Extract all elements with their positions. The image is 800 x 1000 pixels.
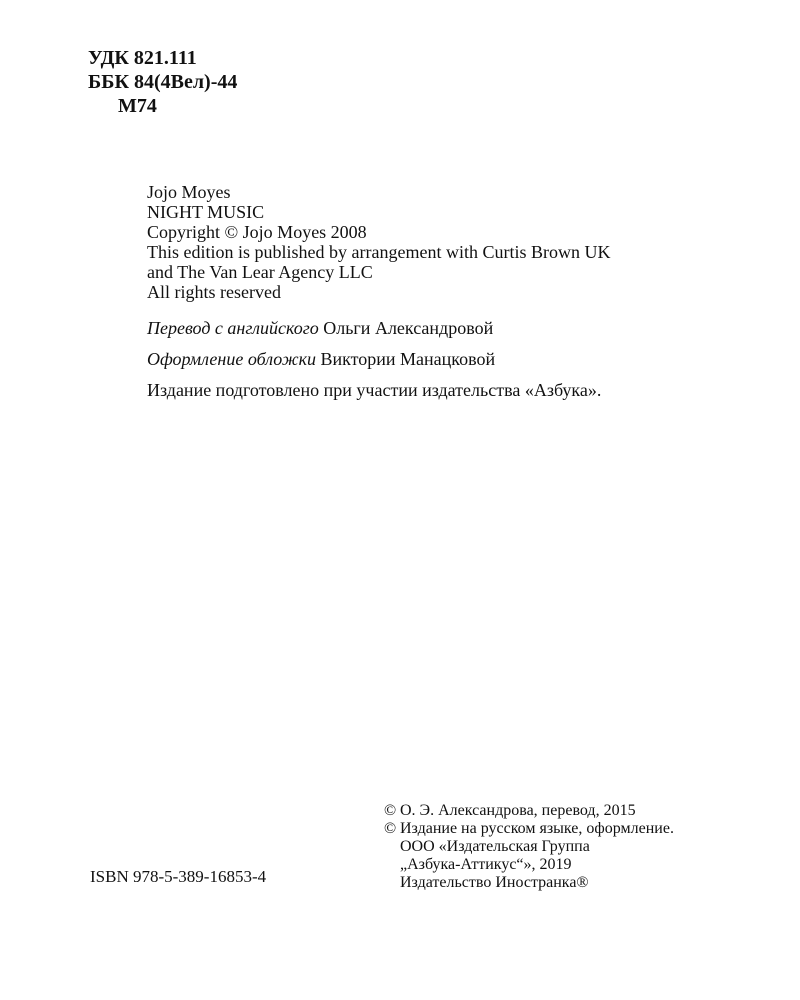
translation-copyright: © О. Э. Александрова, перевод, 2015 [384, 802, 636, 819]
edition-copyright: © Издание на русском языке, оформление. [384, 820, 674, 837]
arrangement-line-1: This edition is published by arrangement with Curtis Brown UK [147, 242, 611, 262]
edition-copyright-line-3: „Азбука-Аттикус“», 2019 [400, 856, 572, 873]
isbn-number: ISBN 978-5-389-16853-4 [90, 867, 267, 886]
russian-copyrights [384, 802, 674, 892]
translation-credits [147, 318, 601, 411]
rights-reserved: All rights reserved [147, 282, 281, 302]
author-name: Jojo Moyes [147, 182, 231, 202]
arrangement-line-2: and The Van Lear Agency LLC [147, 262, 373, 282]
cover-credit [147, 349, 601, 369]
classification-block [88, 46, 237, 118]
udk-code: УДК 821.111 [88, 47, 197, 69]
bbk-code: ББК 84(4Вел)-44 [88, 71, 238, 93]
prepared-note: Издание подготовлено при участии издательства «Азбука». [147, 380, 602, 400]
cover-role: Оформление обложки [147, 349, 316, 369]
copyright-symbol: © [384, 802, 397, 819]
author-mark: М74 [118, 95, 157, 117]
edition-copyright-line-2: ООО «Издательская Группа [400, 838, 590, 855]
translator-name: Ольги Александровой [323, 318, 494, 338]
original-title: NIGHT MUSIC [147, 202, 265, 222]
edition-copyright-line-4: Издательство Иностранка® [400, 874, 589, 891]
copyright-notice: Copyright © Jojo Moyes 2008 [147, 222, 367, 242]
translation-credit [147, 318, 601, 338]
copyright-symbol: © [384, 820, 397, 837]
cover-designer-name: Виктории Манацковой [320, 349, 496, 369]
original-credits [147, 182, 610, 302]
translation-role: Перевод с английского [147, 318, 319, 338]
